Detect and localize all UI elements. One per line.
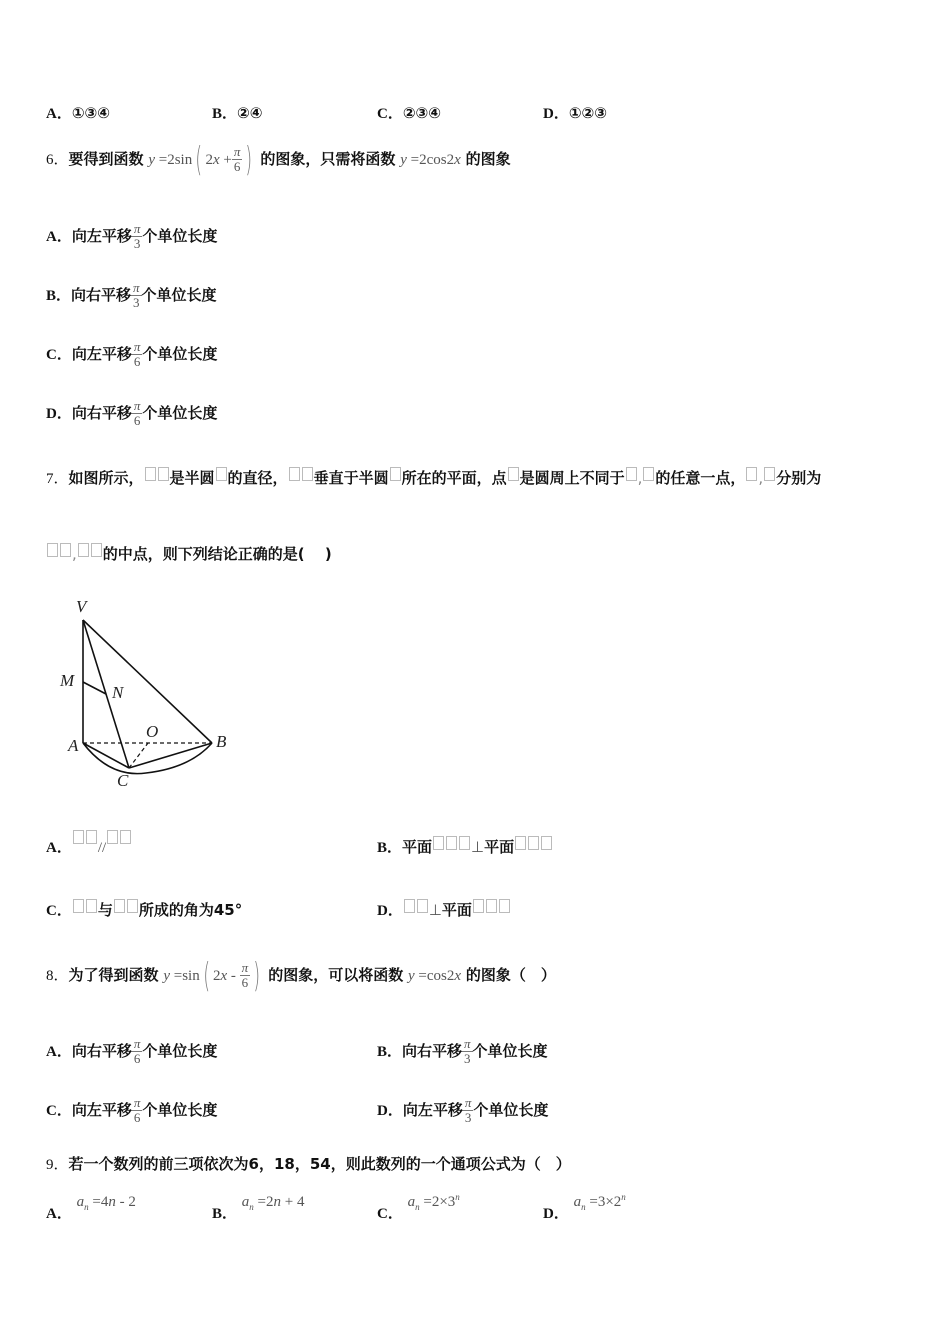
shift-fraction [463, 1096, 474, 1125]
q7-stem-line2: , 的中点，则下列结论正确的是( ) [46, 543, 332, 564]
option-suffix: 个单位长度 [142, 404, 218, 422]
q7-option-c[interactable] [46, 899, 242, 920]
option-formula: $a_n =4n - 2$ [76, 1194, 136, 1212]
shift-fraction [132, 340, 143, 369]
fraction-den: 6 [133, 1110, 141, 1125]
option-label: C． [46, 1103, 72, 1119]
option-prefix: 向左平移 [71, 345, 132, 363]
q5-option-c[interactable] [377, 102, 441, 123]
option-text: ①②③ [568, 104, 607, 122]
shift-fraction [132, 399, 143, 428]
shift-fraction [132, 1096, 143, 1125]
option-text: 平面 [441, 901, 472, 919]
option-prefix: 向右平移 [402, 1042, 463, 1060]
formula-b-text [400, 140, 401, 141]
question-number: 9． [46, 1157, 69, 1173]
option-text: 平面 [402, 838, 433, 856]
option-prefix: 向左平移 [71, 1101, 132, 1119]
formula-b-text [408, 956, 409, 957]
option-label: B． [377, 1044, 403, 1060]
q7-stem-line1: 7．如图所示， 是半圆 的直径， 垂直于半圆 所在的平面，点 是圆周上不同于 , 的任意一点， , 分别为 [46, 469, 822, 487]
q8-option-c[interactable] [46, 1096, 217, 1125]
stem-text: 若一个数列的前三项依次为6，18，54，则此数列的一个通项公式为（ ） [68, 1155, 571, 1173]
fraction-num: π [133, 1095, 141, 1110]
q8-option-b[interactable] [377, 1037, 548, 1066]
label-b: B [216, 732, 227, 751]
option-suffix: 个单位长度 [142, 227, 218, 245]
option-formula: $a_n =2\times 3^n$ [407, 1192, 460, 1212]
q9-option-d[interactable] [543, 1190, 626, 1222]
fraction-num: π [133, 1036, 141, 1051]
edge-cb [129, 743, 212, 768]
fraction-num: π [464, 1095, 472, 1110]
option-suffix: 个单位长度 [142, 1042, 218, 1060]
perp-symbol: ⊥ [471, 840, 485, 856]
option-label: B． [212, 1206, 238, 1222]
question-number: 8． [46, 968, 69, 984]
question-number: 7． [46, 471, 69, 487]
option-label: D． [377, 903, 403, 919]
fraction-den: 6 [133, 413, 141, 428]
option-prefix: 向左平移 [402, 1101, 463, 1119]
stem-text: 的中点，则下列结论正确的是( ) [102, 545, 332, 563]
stem-text: 的任意一点， [655, 469, 746, 487]
label-m: M [60, 671, 75, 690]
formula-a-text [148, 140, 149, 141]
label-n: N [112, 683, 124, 702]
q8-option-a[interactable] [46, 1037, 217, 1066]
option-label: A． [46, 840, 72, 856]
option-label: D． [46, 406, 72, 422]
formula-b: y =2cos2x [400, 140, 461, 179]
option-text: ①③④ [71, 104, 110, 122]
perp-symbol: ⊥ [428, 903, 442, 919]
stem-text: 的图象（ ） [465, 966, 556, 984]
fraction-den: 3 [464, 1051, 471, 1066]
option-prefix: 向右平移 [71, 404, 132, 422]
stem-text: 分别为 [776, 469, 822, 487]
option-prefix: 向左平移 [71, 227, 132, 245]
option-text: 与 [97, 901, 113, 919]
option-label: C． [377, 1206, 403, 1222]
q9-option-c[interactable] [377, 1190, 460, 1222]
option-label: D． [543, 1206, 569, 1222]
fraction-num: π [133, 398, 141, 413]
option-label: B． [212, 106, 238, 122]
q6-option-a[interactable] [46, 222, 217, 251]
option-prefix: 向右平移 [71, 1042, 132, 1060]
shift-fraction [462, 1037, 473, 1066]
option-label: D． [543, 106, 569, 122]
q6-stem [46, 140, 511, 179]
option-label: D． [377, 1103, 403, 1119]
shift-fraction [131, 281, 142, 310]
parallel-symbol: // [97, 840, 107, 856]
q7-option-d[interactable] [377, 899, 511, 920]
label-a: A [68, 736, 79, 755]
q5-option-d[interactable] [543, 102, 607, 123]
option-prefix: 向右平移 [71, 286, 132, 304]
shift-fraction [132, 222, 143, 251]
q8-option-d[interactable] [377, 1096, 548, 1125]
stem-text: 垂直于半圆 [313, 469, 389, 487]
option-text: ②④ [237, 104, 263, 122]
q9-option-b[interactable] [212, 1190, 305, 1222]
stem-text: 的图象 [465, 150, 511, 168]
question-number: 6． [46, 152, 69, 168]
q5-option-b[interactable] [212, 102, 262, 123]
fraction-den: 6 [133, 1051, 141, 1066]
stem-text: 为了得到函数 [68, 966, 159, 984]
option-label: A． [46, 106, 72, 122]
option-text: ②③④ [402, 104, 441, 122]
option-text: 平面 [484, 838, 515, 856]
q7-option-b[interactable] [377, 836, 553, 857]
option-label: C． [377, 106, 403, 122]
option-label: C． [46, 347, 72, 363]
stem-text: 是半圆 [169, 469, 215, 487]
option-label: B． [377, 840, 403, 856]
q7-geometry-figure [50, 592, 250, 797]
formula-text [408, 1192, 409, 1193]
label-c: C [117, 771, 129, 790]
option-label: C． [46, 903, 72, 919]
q7-option-a[interactable] [46, 836, 132, 857]
q9-option-a[interactable] [46, 1190, 136, 1222]
fraction-den: 3 [464, 1110, 472, 1125]
q8-stem [46, 956, 556, 995]
formula-a-text [163, 956, 164, 957]
formula-text [77, 1192, 78, 1193]
option-suffix: 个单位长度 [472, 1042, 548, 1060]
label-v: V [76, 597, 87, 616]
fraction-den: 3 [133, 236, 141, 251]
option-suffix: 个单位长度 [473, 1101, 549, 1119]
q5-option-a[interactable] [46, 102, 110, 123]
formula-b: y =cos2x [408, 956, 461, 995]
stem-text: 的图象，只需将函数 [260, 150, 396, 168]
formula-text [242, 1192, 243, 1193]
fraction-den: 6 [133, 354, 141, 369]
fraction-num: π [133, 280, 140, 295]
q6-option-b[interactable] [46, 281, 217, 310]
fraction-den: 3 [133, 295, 140, 310]
option-label: A． [46, 229, 72, 245]
option-formula: $a_n =3\times 2^n$ [573, 1192, 626, 1212]
fraction-num: π [133, 221, 141, 236]
stem-text: 所在的平面，点 [401, 469, 507, 487]
option-suffix: 个单位长度 [141, 286, 217, 304]
formula-a: y =sin( 2x - $\frac{\pi}{6}$ ) [163, 955, 261, 996]
option-label: A． [46, 1206, 72, 1222]
fraction-num: π [464, 1036, 471, 1051]
q6-option-c[interactable] [46, 340, 217, 369]
stem-text: 的直径， [227, 469, 288, 487]
segment-oc [129, 743, 148, 768]
option-formula: $a_n =2n + 4$ [241, 1194, 305, 1212]
option-text: 所成的角为45° [138, 901, 243, 919]
option-label: A． [46, 1044, 72, 1060]
stem-text: 如图所示， [68, 469, 144, 487]
shift-fraction [132, 1037, 143, 1066]
option-suffix: 个单位长度 [142, 1101, 218, 1119]
formula-a: y =2sin( 2x + $\frac{\pi}{6}$ ) [148, 139, 253, 180]
option-label: B． [46, 288, 72, 304]
stem-text: 要得到函数 [68, 150, 144, 168]
q6-option-d[interactable] [46, 399, 217, 428]
stem-text: 的图象，可以将函数 [268, 966, 404, 984]
fraction-num: π [133, 339, 141, 354]
label-o: O [146, 722, 159, 741]
semicircle-arc [83, 743, 212, 774]
q9-stem [46, 1153, 571, 1174]
option-suffix: 个单位长度 [142, 345, 218, 363]
formula-text [574, 1192, 575, 1193]
stem-text: 是圆周上不同于 [519, 469, 625, 487]
